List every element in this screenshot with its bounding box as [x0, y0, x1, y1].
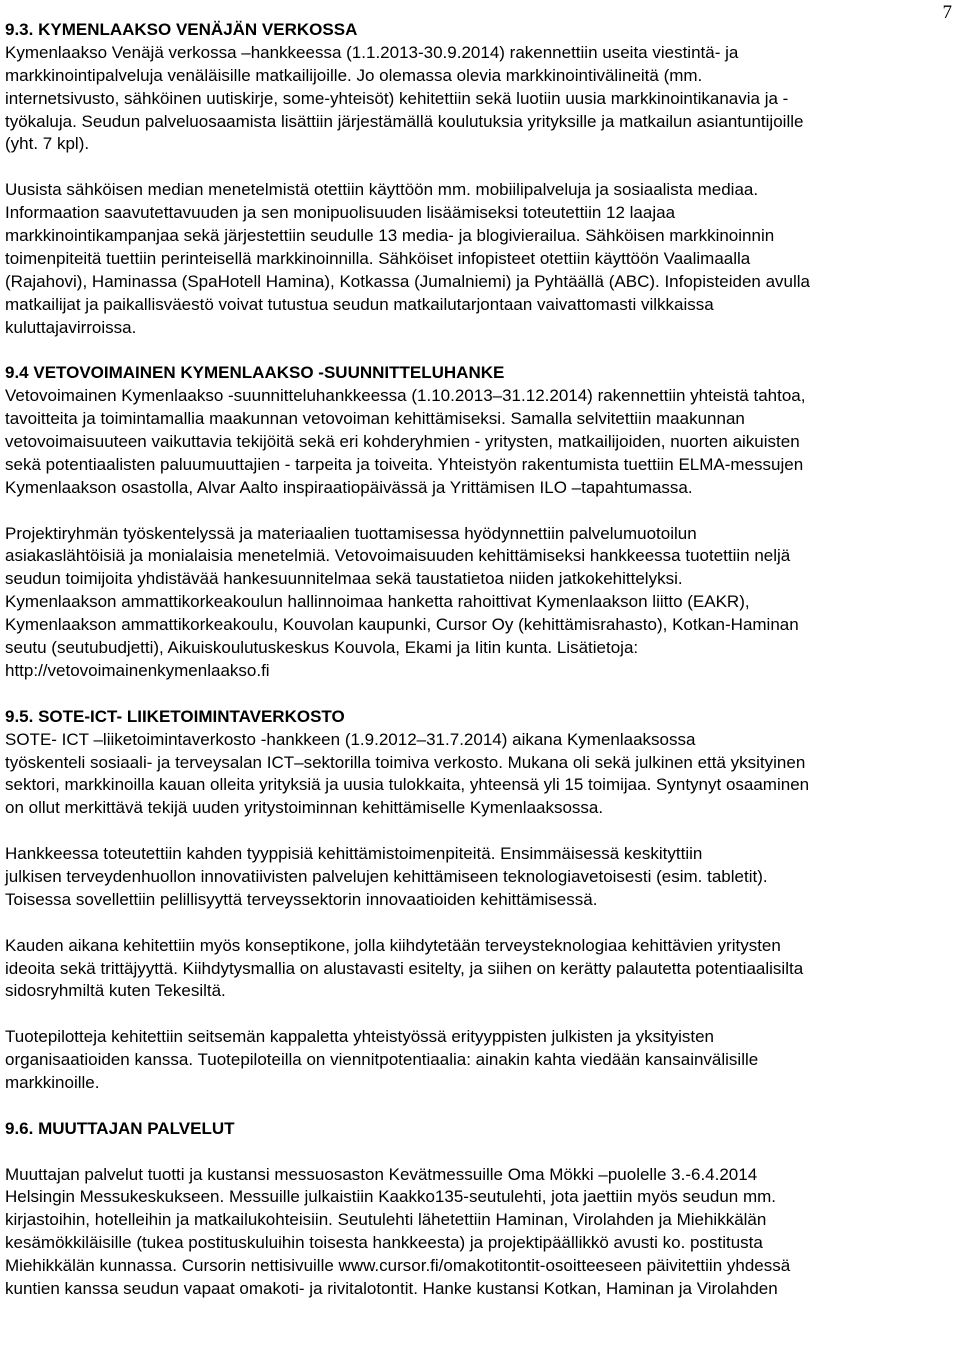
text-line: (yht. 7 kpl). — [5, 134, 90, 154]
text-line: SOTE- ICT –liiketoimintaverkosto -hankkeen (1.9.2012–31.7.2014) aikana Kymenlaaksossa — [5, 729, 696, 749]
text-line: Kymenlaakso Venäjä verkossa –hankkeessa (1.1.2013-30.9.2014) rakennettiin useita viestintä- ja — [5, 42, 739, 62]
text-line: Projektiryhmän työskentelyssä ja materiaalien tuottamisessa hyödynnettiin palvelumuotoilun — [5, 523, 697, 543]
text-line: asiakaslähtöisiä ja monialaisia menetelmiä. Vetovoimaisuuden kehittämiseksi hankkeessa tuotettiin neljä — [5, 546, 791, 566]
text-line: ideoita sekä trittäjyyttä. Kiihdytysmallia on alustavasti esitelty, ja siihen on kerätty palautetta potentiaalisilta — [5, 958, 804, 978]
text-line: organisaatioiden kanssa. Tuotepiloteilla on viennitpotentiaalia: ainakin kahta viedään kansainvälisille — [5, 1050, 759, 1070]
text-line: seudun toimijoita yhdistävää hankesuunnitelmaa sekä taustatietoa niiden jatkokehittelyksi. — [5, 569, 683, 589]
page-number: 7 — [942, 2, 952, 23]
text-line: sidosryhmiltä kuten Tekesiltä. — [5, 981, 226, 1001]
text-line: Toisessa sovellettiin pelillisyyttä terveyssektorin innovaatioiden kehittämisessä. — [5, 889, 598, 909]
text-line: Muuttajan palvelut tuotti ja kustansi messuosaston Kevätmessuille Oma Mökki –puolelle 3.-6.4.2014 — [5, 1164, 758, 1184]
text-line: Uusista sähköisen median menetelmistä otettiin käyttöön mm. mobiilipalveluja ja sosiaalista mediaa. — [5, 180, 759, 200]
text-line: markkinoille. — [5, 1072, 100, 1092]
text-line: julkisen terveydenhuollon innovatiivisten palvelujen kehittämiseen teknologiavetoisesti (esim. tabletit). — [5, 866, 768, 886]
document-body — [5, 19, 950, 1301]
text-line: seutu (seutubudjetti), Aikuiskoulutuskeskus Kouvola, Ekami ja Iitin kunta. Lisätietoja: — [5, 638, 639, 658]
text-line: tavoitteita ja toimintamallia maakunnan vetovoiman kehittämiseksi. Samalla selvitettiin maakunnan — [5, 409, 745, 429]
text-line: markkinointikampanjaa sekä järjestettiin seudulle 13 media- ja blogivierailua. Sähköisen markkinoinnin — [5, 226, 775, 246]
text-line: toimenpiteitä tuettiin perinteisellä markkinoinnilla. Sähköiset infopisteet otettiin käyttöön Vaalimaalla — [5, 248, 751, 268]
section-heading: 9.4 VETOVOIMAINEN KYMENLAAKSO -SUUNNITTELUHANKE — [5, 363, 505, 383]
text-line: Kauden aikana kehitettiin myös konseptikone, jolla kiihdytetään terveysteknologiaa kehittävien yritysten — [5, 935, 781, 955]
text-line: internetsivusto, sähköinen uutiskirje, some-yhteisöt) kehitettiin sekä luotiin uusia markkinointikanavia ja - — [5, 88, 789, 108]
text-line: Kymenlaakson ammattikorkeakoulun hallinnoimaa hanketta rahoittivat Kymenlaakson liitto (EAKR), — [5, 592, 750, 612]
text-line: kesämökkiläisille (tukea postituskuluihin toisesta hankkeesta) ja projektipäällikkö avusti ko. postitusta — [5, 1233, 763, 1253]
text-line: markkinointipalveluja venäläisille matkailijoille. Jo olemassa olevia markkinointivälineitä (mm. — [5, 65, 703, 85]
text-line: sekä potentiaalisten paluumuuttajien - tarpeita ja toiveita. Yhteistyön rakentumista tuettiin ELMA-messujen — [5, 454, 804, 474]
text-line: Helsingin Messukeskukseen. Messuille julkaistiin Kaakko135-seutulehti, jota jaettiin myös seudun mm. — [5, 1187, 777, 1207]
text-line: matkailijat ja paikallisväestö voivat tutustua seudun matkailutarjontaan vaivattomasti vilkkaissa — [5, 294, 714, 314]
text-line: kuntien kanssa seudun vapaat omakoti- ja rivitalotontit. Hanke kustansi Kotkan, Haminan ja Virolahden — [5, 1278, 778, 1298]
text-line: työskenteli sosiaali- ja terveysalan ICT–sektorilla toimiva verkosto. Mukana oli sekä julkinen että yksityinen — [5, 752, 806, 772]
text-line: sektori, markkinoilla kauan olleita yrityksiä ja uusia tulokkaita, yhteensä yli 15 toimijaa. Syntynyt osaaminen — [5, 775, 810, 795]
section-heading: 9.5. SOTE-ICT- LIIKETOIMINTAVERKOSTO — [5, 706, 345, 726]
text-line: (Rajahovi), Haminassa (SpaHotell Hamina), Kotkassa (Jumalniemi) ja Pyhtäällä (ABC). Infopisteiden avulla — [5, 271, 811, 291]
section-heading: 9.3. KYMENLAAKSO VENÄJÄN VERKOSSA — [5, 20, 358, 39]
text-line: Kymenlaakson osastolla, Alvar Aalto inspiraatiopäivässä ja Yrittämisen ILO –tapahtumassa. — [5, 477, 693, 497]
text-line: Kymenlaakson ammattikorkeakoulu, Kouvolan kaupunki, Cursor Oy (kehittämisrahasto), Kotkan-Haminan — [5, 615, 799, 635]
text-line: Miehikkälän kunnassa. Cursorin nettisivuille www.cursor.fi/omakotitontit-osoitteeseen päivitettiin yhdessä — [5, 1256, 791, 1276]
website-link[interactable]: http://vetovoimainenkymenlaakso.fi — [5, 660, 270, 680]
section-heading: 9.6. MUUTTAJAN PALVELUT — [5, 1118, 235, 1138]
text-line: on ollut merkittävä tekijä uuden yritystoiminnan kehittämiselle Kymenlaaksossa. — [5, 798, 604, 818]
text-line: työkaluja. Seudun palveluosaamista lisättiin järjestämällä koulutuksia yrityksille ja matkailun asiantuntijoille — [5, 111, 804, 131]
text-line: Informaation saavutettavuuden ja sen monipuolisuuden lisäämiseksi toteutettiin 12 laajaa — [5, 203, 676, 223]
text-line: vetovoimaisuuteen vaikuttavia tekijöitä sekä eri kohderyhmien - yritysten, matkailijoiden, nuorten aikuisten — [5, 432, 800, 452]
text-line: kirjastoihin, hotelleihin ja matkailukohteisiin. Seutulehti lähetettiin Haminan, Virolahden ja Miehikkälän — [5, 1210, 767, 1230]
text-line: Vetovoimainen Kymenlaakso -suunnitteluhankkeessa (1.10.2013–31.12.2014) rakennettiin yhteistä tahtoa, — [5, 386, 806, 406]
text-line: kuluttajavirroissa. — [5, 317, 137, 337]
text-line: Hankkeessa toteutettiin kahden tyyppisiä kehittämistoimenpiteitä. Ensimmäisessä keskityttiin — [5, 844, 703, 864]
text-line: Tuotepilotteja kehitettiin seitsemän kappaletta yhteistyössä erityyppisten julkisten ja yksityisten — [5, 1027, 715, 1047]
